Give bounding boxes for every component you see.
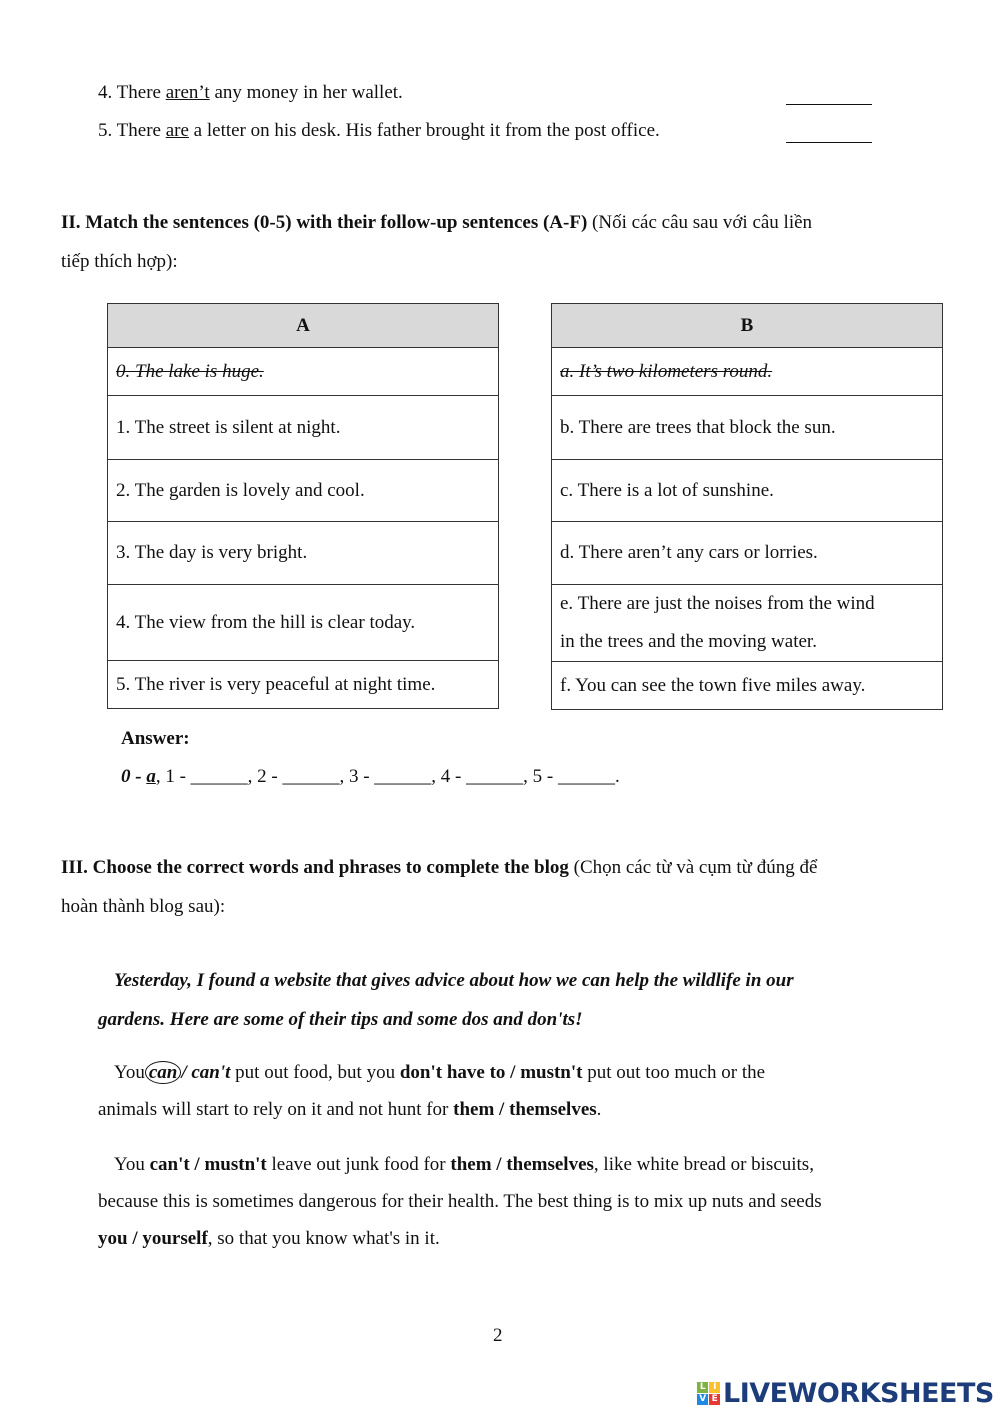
table-b (551, 303, 943, 710)
blog-intro: Yesterday, I found a website that gives advice about how we can help the wildlife in our (114, 970, 794, 991)
choice-cant-mustnt[interactable]: can't / mustn't (149, 1154, 267, 1175)
blog-paragraph-1: You can / can't put out food, but you don't have to / mustn't put out too much or the (114, 1062, 766, 1083)
choice-you-yourself[interactable]: you / yourself (98, 1228, 208, 1249)
choice-them-themselves[interactable]: them / themselves (453, 1099, 597, 1120)
answer-blank-4[interactable] (786, 86, 872, 105)
choice-can-circled[interactable]: can (145, 1061, 182, 1084)
sentence-5: 5. There are a letter on his desk. His father brought it from the post office. (98, 120, 660, 141)
section2-heading-line2: tiếp thích hợp): (61, 251, 178, 272)
a-item-2: 2. The garden is lovely and cool. (108, 460, 499, 522)
section3-heading: III. Choose the correct words and phrases to complete the blog (Chọn các từ và cụm từ đúng để (61, 857, 818, 878)
blog-paragraph-2-line2: because this is sometimes dangerous for their health. The best thing is to mix up nuts and seeds (98, 1191, 822, 1212)
b-item-a: a. It’s two kilometers round. (552, 348, 943, 396)
a-item-3: 3. The day is very bright. (108, 522, 499, 585)
logo-text: LIVEWORKSHEETS (723, 1378, 994, 1409)
a-item-4: 4. The view from the hill is clear today. (108, 585, 499, 661)
page-number: 2 (493, 1325, 503, 1346)
sentence-4: 4. There aren’t any money in her wallet. (98, 82, 403, 103)
choice-cant[interactable]: / can't (181, 1062, 231, 1083)
b-item-f: f. You can see the town five miles away. (552, 662, 943, 710)
choice-dont-have-to-mustnt[interactable]: don't have to / mustn't (399, 1062, 583, 1083)
logo-icon: L I V E (697, 1382, 720, 1405)
b-item-c: c. There is a lot of sunshine. (552, 460, 943, 522)
a-item-5: 5. The river is very peaceful at night time. (108, 661, 499, 709)
section3-heading-line2: hoàn thành blog sau): (61, 896, 226, 917)
col-a-header: A (108, 304, 499, 348)
answer-blank-5[interactable] (786, 124, 872, 143)
col-b-header: B (552, 304, 943, 348)
b-item-e: e. There are just the noises from the wind in the trees and the moving water. (552, 585, 943, 662)
blog-paragraph-2: You can't / mustn't leave out junk food for them / themselves, like white bread or biscuits, (114, 1154, 814, 1175)
a-item-0: 0. The lake is huge. (108, 348, 499, 396)
section2-heading: II. Match the sentences (0-5) with their follow-up sentences (A-F) (Nối các câu sau với câu liền (61, 212, 813, 233)
table-a (107, 303, 499, 709)
answer-line[interactable]: 0 - a, 1 - ______, 2 - ______, 3 - ______, 4 - ______, 5 - ______. (121, 766, 620, 787)
liveworksheets-logo (697, 1378, 994, 1409)
b-item-b: b. There are trees that block the sun. (552, 396, 943, 460)
blog-paragraph-2-line3: you / yourself, so that you know what's in it. (98, 1228, 440, 1249)
choice-them-themselves-2[interactable]: them / themselves (450, 1154, 594, 1175)
blog-paragraph-1-line2: animals will start to rely on it and not hunt for them / themselves. (98, 1099, 602, 1120)
b-item-d: d. There aren’t any cars or lorries. (552, 522, 943, 585)
blog-intro-line2: gardens. Here are some of their tips and some dos and don'ts! (98, 1009, 583, 1030)
a-item-1: 1. The street is silent at night. (108, 396, 499, 460)
answer-label: Answer: (121, 728, 190, 749)
